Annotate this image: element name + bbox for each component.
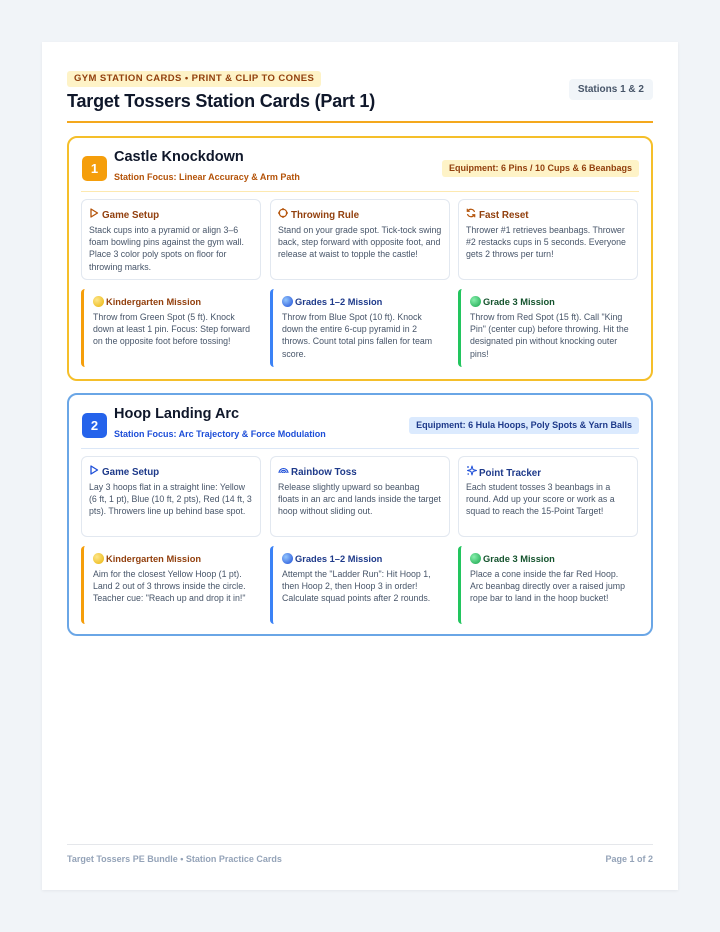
station-card-castle-knockdown [67, 136, 653, 381]
info-box-game-setup [81, 456, 261, 537]
station-focus: Station Focus: Linear Accuracy & Arm Path [114, 172, 300, 182]
mission-text: Throw from Red Spot (15 ft). Call "King Pin" (center cup) before throwing. Hit the designated pin without knocking outer pins! [470, 312, 629, 359]
station-divider [81, 448, 639, 449]
blue-circle-icon [282, 553, 293, 564]
info-box-title: Fast Reset [479, 210, 529, 221]
station-card-page [42, 42, 678, 890]
mission-title: Grade 3 Mission [483, 554, 555, 564]
mission-text: Throw from Blue Spot (10 ft). Knock down the entire 6-cup pyramid in 2 throws. Count total pins fallen for team score. [282, 312, 433, 359]
station-card-hoop-landing-arc [67, 393, 653, 636]
mission-text: Attempt the "Ladder Run": Hit Hoop 1, then Hoop 2, then Hoop 3 in order! Calculate squad points after 2 rounds. [282, 569, 431, 604]
rainbow-icon [278, 465, 291, 480]
mission-title: Grades 1–2 Mission [295, 554, 383, 564]
page-kicker: GYM STATION CARDS • PRINT & CLIP TO CONES [67, 71, 321, 87]
mission-kindergarten [81, 289, 261, 367]
info-box-text: Release slightly upward so beanbag floats in an arc and lands inside the target hoop without sliding out. [278, 482, 441, 517]
yellow-circle-icon [93, 296, 104, 307]
play-icon [89, 465, 102, 480]
station-number-badge: 2 [82, 413, 107, 438]
mission-title: Kindergarten Mission [106, 554, 202, 564]
stations-badge: Stations 1 & 2 [569, 79, 653, 100]
page-title: Target Tossers Station Cards (Part 1) [67, 91, 376, 111]
footer-page-number: Page 1 of 2 [605, 854, 653, 864]
info-box-text: Stand on your grade spot. Tick-tock swing back, step forward with opposite foot, and release at waist to topple the castle! [278, 225, 442, 260]
mission-title: Kindergarten Mission [106, 297, 202, 307]
info-box-rainbow-toss [270, 456, 450, 537]
station-focus: Station Focus: Arc Trajectory & Force Modulation [114, 429, 326, 439]
info-box-title: Point Tracker [479, 468, 542, 479]
info-box-text: Thrower #1 retrieves beanbags. Thrower #2 restacks cups in 5 seconds. Everyone gets 2 throws per turn! [466, 225, 626, 260]
equipment-badge: Equipment: 6 Hula Hoops, Poly Spots & Yarn Balls [409, 417, 639, 434]
page-footer [67, 844, 653, 864]
target-icon [278, 208, 291, 223]
info-box-text: Lay 3 hoops flat in a straight line: Yellow (6 ft, 1 pt), Blue (10 ft, 2 pts), Red (14 ft, 3 pts). Throwers line up behind base spot. [89, 482, 252, 517]
info-box-title: Game Setup [102, 210, 160, 221]
play-icon [89, 208, 102, 223]
green-circle-icon [470, 296, 481, 307]
blue-circle-icon [282, 296, 293, 307]
station-divider [81, 191, 639, 192]
mission-grade-3 [458, 289, 638, 367]
info-box-text: Each student tosses 3 beanbags in a round. Add up your score or work as a squad to reach the 15-Point Target! [466, 482, 615, 517]
mission-kindergarten [81, 546, 261, 624]
yellow-circle-icon [93, 553, 104, 564]
sparkle-icon [466, 465, 479, 481]
green-circle-icon [470, 553, 481, 564]
info-box-title: Throwing Rule [291, 210, 360, 221]
info-box-title: Game Setup [102, 467, 160, 478]
footer-bundle-name: Target Tossers PE Bundle • Station Practice Cards [67, 854, 282, 864]
mission-title: Grade 3 Mission [483, 297, 555, 307]
refresh-icon [466, 208, 479, 223]
mission-text: Aim for the closest Yellow Hoop (1 pt). Land 2 out of 3 throws inside the circle. Teacher cue: "Reach up and drop it in!" [93, 569, 246, 604]
info-box-game-setup [81, 199, 261, 280]
info-box-fast-reset [458, 199, 638, 280]
mission-title: Grades 1–2 Mission [295, 297, 383, 307]
mission-grade-3 [458, 546, 638, 624]
info-box-text: Stack cups into a pyramid or align 3–6 foam bowling pins against the gym wall. Place 3 color poly spots on floor for throwing marks. [89, 225, 245, 272]
station-title: Hoop Landing Arc [114, 406, 240, 422]
info-box-throwing-rule [270, 199, 450, 280]
mission-text: Throw from Green Spot (5 ft). Knock down at least 1 pin. Focus: Step forward on the opposite foot before tossing! [93, 312, 250, 347]
info-box-point-tracker [458, 456, 638, 537]
station-title: Castle Knockdown [114, 149, 244, 165]
equipment-badge: Equipment: 6 Pins / 10 Cups & 6 Beanbags [442, 160, 639, 177]
mission-text: Place a cone inside the far Red Hoop. Arc beanbag directly over a raised jump rope bar to land in the hoop bucket! [470, 569, 626, 604]
station-number-badge: 1 [82, 156, 107, 181]
page-header [67, 71, 653, 123]
mission-grades-1-2 [270, 546, 450, 624]
info-box-title: Rainbow Toss [291, 467, 357, 478]
mission-grades-1-2 [270, 289, 450, 367]
